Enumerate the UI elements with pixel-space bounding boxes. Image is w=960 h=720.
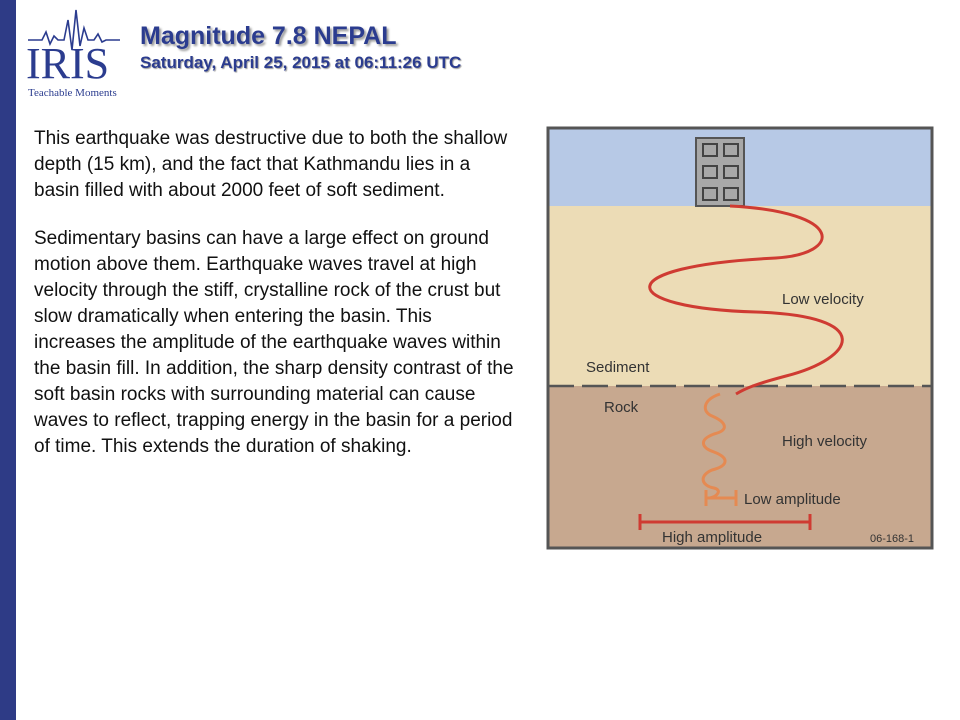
label-rock: Rock (604, 399, 639, 416)
body-text (34, 126, 514, 482)
label-high-velocity: High velocity (782, 433, 868, 450)
logo-wordmark: IRIS (26, 39, 110, 88)
paragraph-basins: Sedimentary basins can have a large effect on ground motion above them. Earthquake waves travel at high velocity through the stiff, crystalline rock of the crust but slow dramatically when entering the basin. This increases the amplitude of the earthquake waves within the basin fill. In addition, the sharp density contrast of the soft basin rocks with surrounding material can cause waves to reflect, trapping energy in the basin for a period of time. This extends the duration of shaking. (34, 228, 514, 457)
page-title: Magnitude 7.8 NEPAL (140, 22, 397, 50)
basin-diagram-svg (546, 126, 934, 550)
basin-diagram (546, 126, 934, 550)
label-high-amplitude: High amplitude (662, 529, 763, 546)
label-figure-id: 06-168-1 (870, 533, 915, 545)
iris-logo (22, 6, 126, 100)
label-low-amplitude: Low amplitude (744, 491, 841, 508)
label-low-velocity: Low velocity (782, 291, 864, 308)
building-icon (696, 138, 744, 206)
seismogram-icon (22, 6, 126, 100)
page-subtitle: Saturday, April 25, 2015 at 06:11:26 UTC (140, 53, 462, 72)
logo-tagline: Teachable Moments (28, 87, 117, 99)
label-sediment: Sediment (586, 359, 650, 376)
paragraph-intro: This earthquake was destructive due to both the shallow depth (15 km), and the fact that Kathmandu lies in a basin filled with about 2000 feet of soft sediment. (34, 128, 508, 201)
left-accent-bar (0, 0, 16, 720)
